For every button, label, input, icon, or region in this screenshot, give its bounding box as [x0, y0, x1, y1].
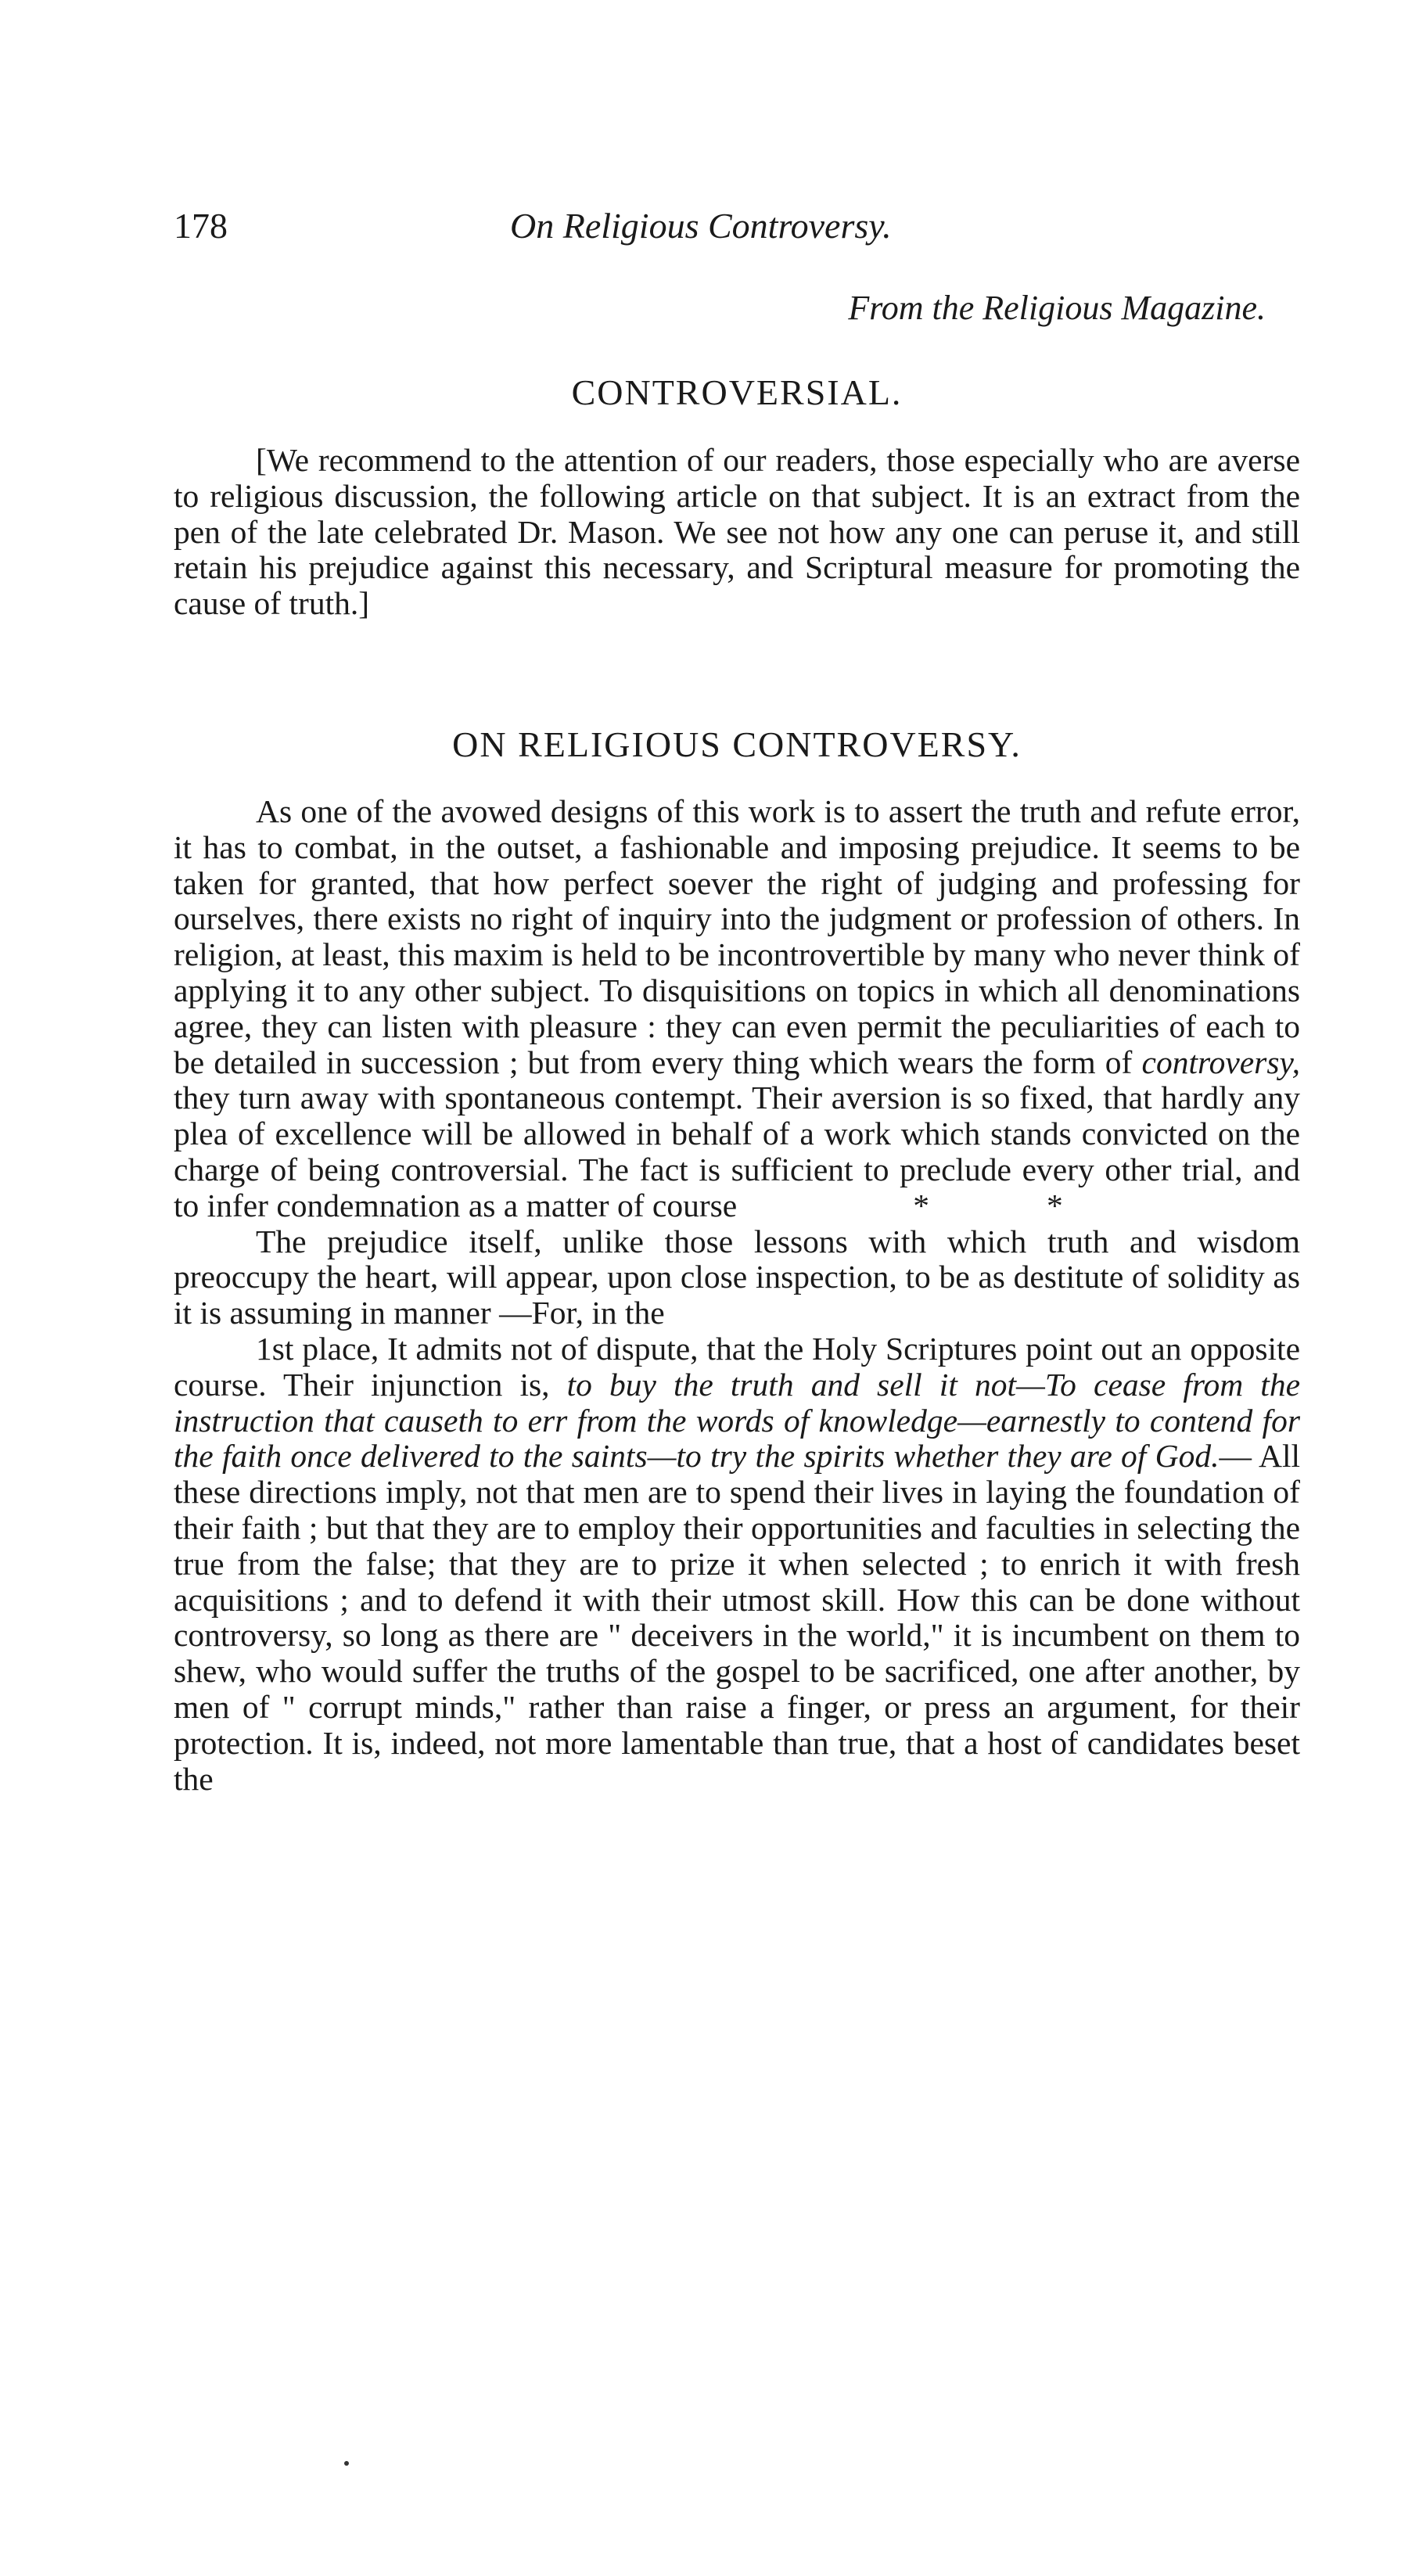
asterisk: *	[1046, 1187, 1063, 1223]
paragraph-3-text-b: — All these directions imply, not that men are to spend their lives in laying the foundation of their faith ; but that they are to employ their opportunities and faculties in selecting the true from the false; that they are to prize it when selected ; to enrich it with fresh acquisitions ; and to defend it with their utmost skill. How this can be done without controversy, so long as there are " deceivers in the world," it is incumbent on them to shew, who would suffer the truths of the gospel to be sacrificed, one after another, by men of " corrupt minds," rather than raise a finger, or press an argument, for their protection. It is, indeed, not more lamentable than true, that a host of candidates beset the	[174, 1438, 1301, 1797]
section-heading-controversial: CONTROVERSIAL.	[571, 372, 903, 412]
editor-note	[174, 443, 1300, 622]
running-header	[174, 205, 1300, 260]
paragraph-1-text-a: As one of the avowed designs of this work is to assert the truth and refute error, it has to combat, in the outset, a fashionable and imposing prejudice. It seems to be taken for granted, that how perfect soever the right of judging and professing for ourselves, there exists no right of inquiry into the judgment or profession of others. In religion, at least, this maxim is held to be incontrovertible by many who never think of applying it to any other subject. To disquisitions on topics in which all denominations agree, they can listen with pleasure : they can even permit the peculiarities of each to be detailed in succession ; but from every thing which wears the form of	[174, 793, 1300, 1080]
article-body	[174, 794, 1300, 1797]
paragraph-3-italic: to buy the truth and sell it not—To cease from the instruction that causeth to err from the words of knowledge—earnestly to contend for the faith once delivered to the saints—to try the spirits whether they are of God.	[174, 1366, 1300, 1475]
editor-note-text: [We recommend to the attention of our readers, those especially who are averse to religious discussion, the following article on that subject. It is an extract from the pen of the late celebrated Dr. Mason. We see not how any one can peruse it, and still retain his prejudice against this necessary, and Scriptural measure for promoting the cause of truth.]	[174, 442, 1300, 622]
paragraph-1-text-b: they turn away with spontaneous contempt. Their aversion is so fixed, that hardly any plea of excellence will be allowed in behalf of a work which stands convicted on the charge of being controversial. The fact is sufficient to preclude every other trial, and to infer condemnation as a matter of course	[174, 1080, 1300, 1223]
asterism	[831, 1188, 1180, 1224]
article-title: ON RELIGIOUS CONTROVERSY.	[452, 724, 1022, 764]
paragraph-3-text-a: 1st place, It admits not of dispute, that the Holy Scriptures point out an opposite course. Their injunction is,	[174, 1330, 1300, 1403]
running-title: On Religious Controversy.	[510, 206, 892, 246]
source-attribution: From the Religious Magazine.	[848, 289, 1266, 327]
page-speck	[344, 2461, 349, 2466]
paragraph-3	[174, 1331, 1300, 1797]
paragraph-2: The prejudice itself, unlike those lessons with which truth and wisdom preoccupy the heart, will appear, upon close inspection, to be as destitute of solidity as it is assuming in manner —For, in the	[174, 1223, 1300, 1331]
asterisk: *	[913, 1187, 929, 1223]
page-number: 178	[174, 206, 228, 246]
paragraph-1-italic: controversy,	[1141, 1044, 1300, 1080]
paragraph-1	[174, 794, 1300, 1224]
